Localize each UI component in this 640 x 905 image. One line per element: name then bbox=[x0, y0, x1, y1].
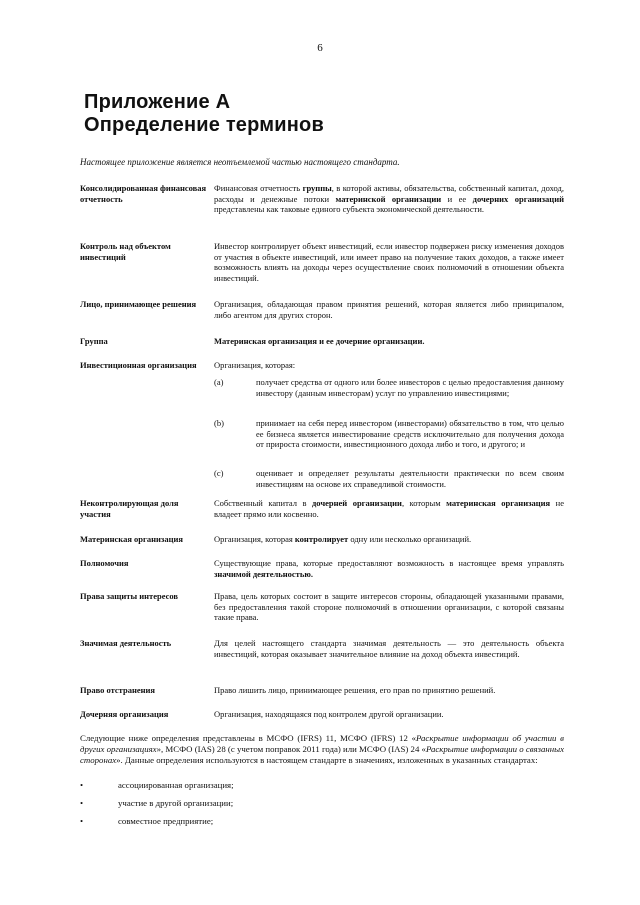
bullet-text: совместное предприятие; bbox=[118, 816, 214, 826]
def-removal-rights: Право лишить лицо, принимающее решения, его прав по принятию решений. bbox=[214, 685, 496, 695]
def-consolidated: Финансовая отчетность группы, в которой активы, обязательства, собственный капитал, доход, расходы и денежные потоки материнской организации и ее дочерних организаций представлены как таковые единого субъекта экономической деятельности. bbox=[214, 183, 564, 214]
list-item bbox=[214, 468, 564, 492]
term-subsidiary: Дочерняя организация bbox=[80, 709, 169, 719]
list-item bbox=[214, 377, 564, 419]
term-protective-rights: Права защиты интересов bbox=[80, 591, 178, 601]
page-title bbox=[84, 91, 324, 137]
def-protective-rights: Права, цель которых состоит в защите интересов стороны, обладающей указанными правами, без предоставления такой стороне полномочий в отношении организации, с которой связаны такие права. bbox=[214, 591, 564, 622]
list-item-text: принимает на себя перед инвестором (инвесторами) обязательство в том, что целью ее бизнеса является инвестирование средств исключительно для получения дохода от прироста стоимости, инвестиционного дохода либо и того, и другого; и bbox=[256, 418, 564, 449]
term-decision-maker: Лицо, принимающее решения bbox=[80, 299, 197, 309]
list-item-text: оценивает и определяет результаты деятельности практически по всем своим инвестициям на основе их справедливой стоимости. bbox=[256, 468, 564, 489]
intro-note: Настоящее приложение является неотъемлемой частью настоящего стандарта. bbox=[80, 157, 400, 167]
term-investment-entity: Инвестиционная организация bbox=[80, 360, 197, 370]
list-item-label: (a) bbox=[214, 377, 224, 387]
page-number: 6 bbox=[317, 42, 323, 54]
term-control: Контроль над объектом инвестиций bbox=[80, 241, 171, 262]
bullet-text: участие в другой организации; bbox=[118, 798, 234, 808]
def-control: Инвестор контролирует объект инвестиций, если инвестор подвержен риску изменения доходов от участия в объекте инвестиций, или имеет право на получение таких доходов, а также имеет возможность влиять на доходы через осуществление своих полномочий в отношении объекта инвестиций. bbox=[214, 241, 564, 283]
appendix-title: Приложение А bbox=[84, 91, 231, 113]
bullet-text: ассоциированная организация; bbox=[118, 780, 234, 790]
term-relevant-activities: Значимая деятельность bbox=[80, 638, 172, 648]
section-title: Определение терминов bbox=[84, 114, 324, 136]
list-item-label: (b) bbox=[214, 418, 224, 428]
list-item-label: (c) bbox=[214, 468, 224, 478]
def-nci: Собственный капитал в дочерней организации, которым материнская организация не владеет прямо или косвенно. bbox=[214, 498, 564, 519]
list-item bbox=[214, 418, 564, 470]
term-consolidated: Консолидированная финансовая отчетность bbox=[80, 183, 207, 204]
def-decision-maker: Организация, обладающая правом принятия решений, которая является либо принципалом, либо агентом для других сторон. bbox=[214, 299, 564, 320]
def-group: Материнская организация и ее дочерние организации. bbox=[214, 336, 425, 346]
term-power: Полномочия bbox=[80, 558, 129, 568]
term-group: Группа bbox=[80, 336, 108, 346]
term-removal-rights: Право отстранения bbox=[80, 685, 156, 695]
def-relevant-activities: Для целей настоящего стандарта значимая деятельность — это деятельность объекта инвестиций, которая оказывает значительное влияние на доход объекта инвестиций. bbox=[214, 638, 564, 659]
term-parent: Материнская организация bbox=[80, 534, 183, 544]
term-nci: Неконтролирующая доля участия bbox=[80, 498, 179, 519]
bullet-icon: • bbox=[80, 780, 84, 790]
def-power: Существующие права, которые предоставляют возможность в настоящее время управлять значимой деятельностью. bbox=[214, 558, 564, 579]
bullet-icon: • bbox=[80, 798, 84, 808]
def-investment-entity: Организация, которая: bbox=[214, 360, 296, 370]
bullet-icon: • bbox=[80, 816, 84, 826]
def-subsidiary: Организация, находящаяся под контролем другой организации. bbox=[214, 709, 444, 719]
def-parent: Организация, которая контролирует одну или несколько организаций. bbox=[214, 534, 472, 544]
closing-paragraph: Следующие ниже определения представлены в МСФО (IFRS) 11, МСФО (IFRS) 12 «Раскрытие информации об участии в других организациях», МСФО (IAS) 28 (с учетом поправок 2011 года) или МСФО (IAS) 24 «Раскрытие информации о связанных сторонах». Данные определения используются в настоящем стандарте в значениях, изложенных в указанных стандартах: bbox=[80, 733, 564, 765]
list-item-text: получает средства от одного или более инвесторов с целью предоставления данному инвестору (данным инвесторам) услуг по управлению инвестициями; bbox=[256, 377, 564, 398]
